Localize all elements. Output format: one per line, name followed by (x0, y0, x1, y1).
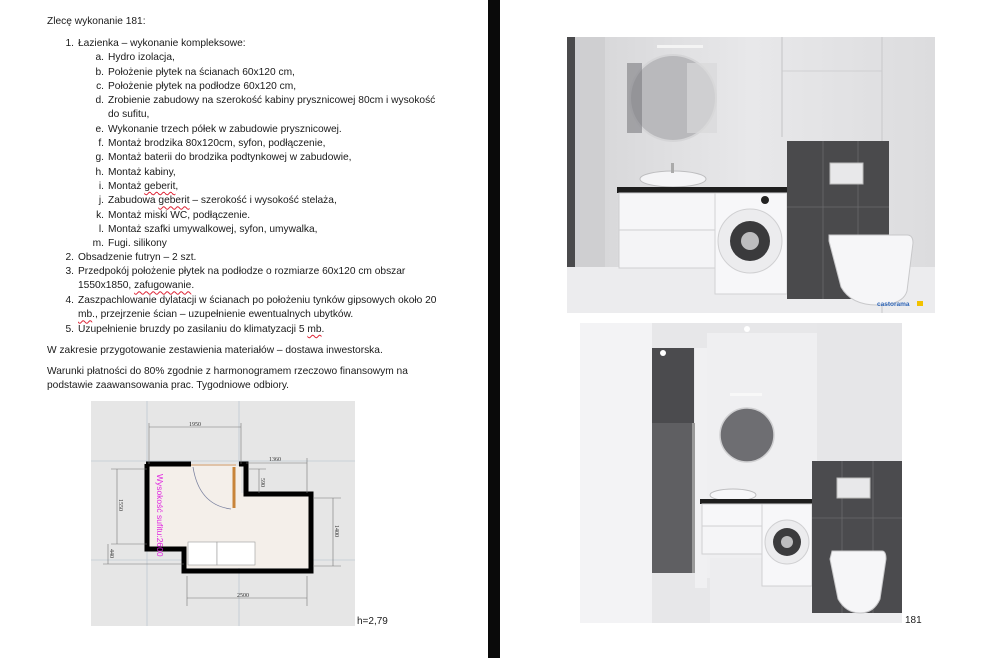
document-heading: Zlecę wykonanie 181: (47, 16, 146, 27)
sub-list-letter: a. (95, 52, 104, 64)
svg-text:1360: 1360 (269, 457, 281, 463)
sub-list-text: Położenie płytek na ścianach 60x120 cm, (108, 66, 295, 78)
svg-text:1950: 1950 (189, 422, 201, 428)
list-text-line2: mb., przejrzenie ścian – uzupełnienie ewentualnych ubytków. (78, 309, 354, 321)
sub-list-letter: b. (95, 66, 104, 78)
list-text: Przedpokój położenie płytek na podłodze o rozmiarze 60x120 cm obszar (78, 266, 406, 277)
floorplan-svg (91, 401, 355, 626)
sub-list-text-line2: do sufitu, (108, 109, 150, 121)
sub-list-text: Montaż geberit, (108, 181, 179, 192)
sub-list-letter: f. (98, 138, 104, 150)
height-note: h=2,79 (357, 616, 388, 627)
svg-text:440: 440 (108, 549, 114, 558)
list-number: 5. (65, 324, 74, 335)
sub-list-text: Hydro izolacja, (108, 52, 175, 64)
ceiling-height-label: Wysokość sufitu:2600 (155, 474, 165, 557)
list-text: Zaszpachlowanie dylatacji w ścianach po położeniu tynków gipsowych około 20 (78, 295, 437, 306)
sub-list-letter: k. (96, 209, 104, 221)
svg-text:590: 590 (259, 478, 265, 487)
floorplan-diagram (91, 401, 355, 626)
sub-list-text: Montaż szafki umywalkowej, syfon, umywalka, (108, 223, 318, 235)
list-text: Uzupełnienie bruzdy po zasilaniu do klimatyzacji 5 mb. (78, 324, 325, 335)
list-text: Łazienka – wykonanie kompleksowe: (78, 38, 246, 49)
list-number: 3. (65, 266, 74, 277)
sub-list-text: Fugi. silikony (108, 238, 167, 250)
sub-list-letter: i. (98, 181, 104, 192)
sub-list-letter: c. (96, 80, 104, 92)
sub-list-text: Wykonanie trzech półek w zabudowie prysznicowej. (108, 123, 342, 135)
sub-list-letter: m. (92, 238, 104, 250)
bathroom-render-front (567, 37, 935, 313)
sub-list-letter: d. (95, 95, 104, 107)
sub-list-letter: l. (98, 223, 104, 235)
sub-list-letter: h. (95, 166, 104, 178)
paragraph-payment-line1: Warunki płatności do 80% zgodnie z harmonogramem rzeczowo finansowym na (47, 366, 408, 377)
sub-list-text: Montaż baterii do brodzika podtynkowej w zabudowie, (108, 152, 352, 164)
list-number: 2. (65, 252, 74, 263)
sub-list-text: Montaż kabiny, (108, 166, 176, 178)
sub-list-text: Położenie płytek na podłodze 60x120 cm, (108, 80, 297, 92)
sub-list-text: Montaż brodzika 80x120cm, syfon, podłączenie, (108, 138, 326, 150)
castorama-logo: castorama (877, 301, 910, 308)
list-number: 1. (65, 38, 74, 49)
sub-list-text: Zabudowa geberit – szerokość i wysokość stelaża, (108, 195, 337, 207)
list-text: Obsadzenie futryn – 2 szt. (78, 252, 197, 263)
sub-list-letter: g. (95, 152, 104, 164)
page-number: 181 (905, 615, 922, 626)
sub-list-text: Montaż miski WC, podłączenie. (108, 209, 251, 221)
svg-text:1400: 1400 (333, 525, 339, 537)
sub-list-text: Zrobienie zabudowy na szerokość kabiny prysznicowej 80cm i wysokość (108, 95, 436, 107)
list-text-line2: 1550x1850, zafugowanie. (78, 280, 195, 292)
bathroom-render-perspective (580, 323, 902, 623)
svg-text:2500: 2500 (237, 593, 249, 599)
page-divider (488, 0, 500, 658)
document-page-left (0, 0, 488, 658)
list-number: 4. (65, 295, 74, 306)
svg-text:1550: 1550 (117, 499, 123, 511)
sub-list-letter: j. (98, 195, 104, 207)
sub-list-letter: e. (95, 123, 104, 135)
paragraph-payment-line2: podstawie zaawansowania prac. Tygodniowe odbiory. (47, 380, 290, 391)
paragraph-materials: W zakresie przygotowanie zestawienia materiałów – dostawa inwestorska. (47, 345, 383, 356)
